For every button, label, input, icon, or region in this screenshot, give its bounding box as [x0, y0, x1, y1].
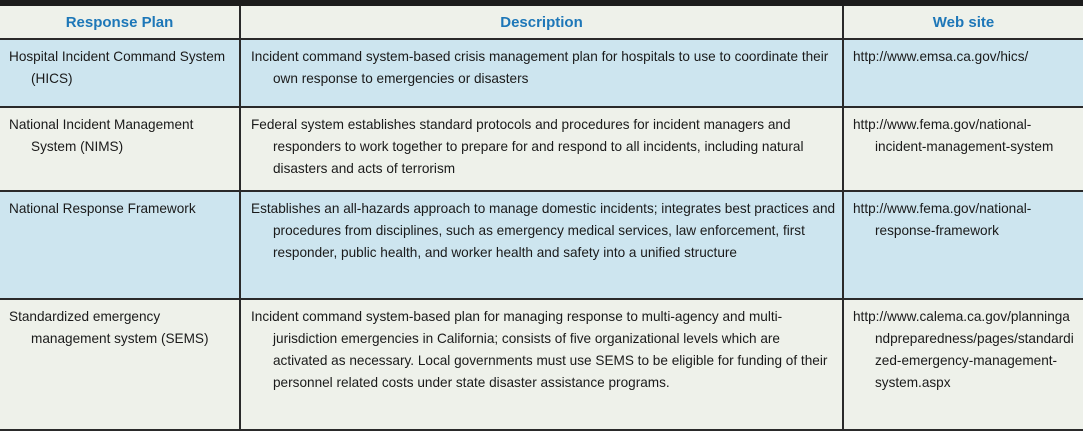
- plan-description: Incident command system-based crisis management plan for hospitals to use to coordinate their own response to emergencies or disasters: [251, 49, 829, 86]
- plan-description: Establishes an all-hazards approach to manage domestic incidents; integrates best practices and procedures from disciplines, such as emergency medical services, law enforcement, first responder, public health, and worker health and safety into a unified structure: [251, 201, 836, 260]
- plan-name: Standardized emergency management system (SEMS): [9, 309, 209, 346]
- plan-website-link[interactable]: http://www.fema.gov/national-response-framework: [853, 201, 1032, 238]
- plan-description: Federal system establishes standard protocols and procedures for incident managers and responders to work together to prepare for and respond to all incidents, including natural disasters and acts of terrorism: [251, 117, 804, 176]
- cell-website: [843, 191, 1083, 299]
- cell-website: [843, 107, 1083, 191]
- cell-description: [240, 191, 843, 299]
- cell-plan: [0, 191, 240, 299]
- cell-description: [240, 39, 843, 107]
- plan-name: Hospital Incident Command System (HICS): [9, 49, 226, 86]
- cell-plan: [0, 107, 240, 191]
- plan-website-link[interactable]: http://www.calema.ca.gov/planningandpreparedness/pages/standardized-emergency-management-system.aspx: [853, 309, 1074, 390]
- cell-description: [240, 299, 843, 430]
- header-web-site: Web site: [843, 6, 1083, 39]
- table-row: [0, 107, 1083, 191]
- plan-website-link[interactable]: http://www.fema.gov/national-incident-management-system: [853, 117, 1054, 154]
- table-row: [0, 191, 1083, 299]
- plan-website-link[interactable]: http://www.emsa.ca.gov/hics/: [853, 49, 1029, 64]
- response-plans-table: [0, 6, 1083, 431]
- header-response-plan: Response Plan: [0, 6, 240, 39]
- table-header-row: [0, 6, 1083, 39]
- cell-website: [843, 299, 1083, 430]
- plan-description: Incident command system-based plan for managing response to multi-agency and multi-jurisdiction emergencies in California; consists of five organizational levels which are activated as necessary. Local governments must use SEMS to be eligible for funding of their personnel related costs under state disaster assistance programs.: [251, 309, 828, 390]
- plan-name: National Incident Management System (NIMS): [9, 117, 194, 154]
- header-description: Description: [240, 6, 843, 39]
- cell-plan: [0, 299, 240, 430]
- cell-plan: [0, 39, 240, 107]
- plan-name: National Response Framework: [9, 201, 196, 216]
- table-row: [0, 39, 1083, 107]
- cell-website: [843, 39, 1083, 107]
- table-row: [0, 299, 1083, 430]
- cell-description: [240, 107, 843, 191]
